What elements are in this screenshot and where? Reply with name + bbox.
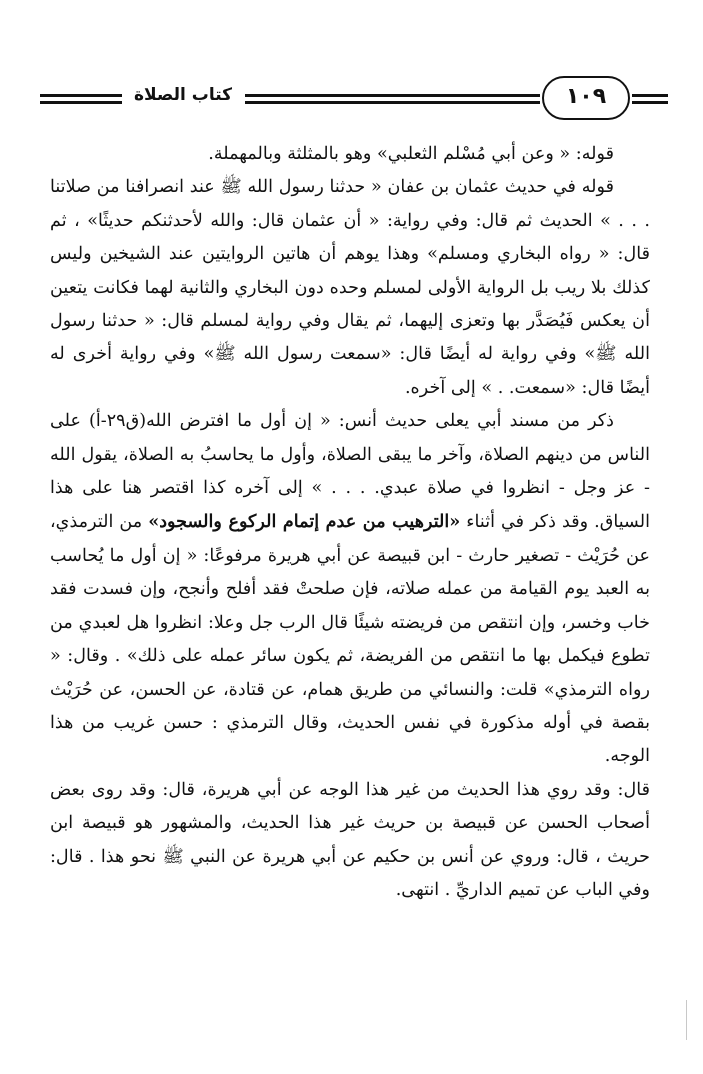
paragraph-text: قال: وقد روي هذا الحديث من غير هذا الوجه عن أبي هريرة، قال: وقد روى بعض أصحاب الحسن عن قبيصة بن حريث غير هذا الحديث، والمشهور هو قبيصة ابن حريث ، قال: وروي عن أنس بن حكيم عن أبي هريرة عن النبي ﷺ نحو هذا . قال: وفي الباب عن تميم الداريِّ . انتهى. bbox=[50, 779, 650, 900]
paragraph-text: قوله في حديث عثمان بن عفان « حدثنا رسول الله ﷺ عند انصرافنا من صلاتنا . . . » الحديث ثم قال: وفي رواية: « أن عثمان قال: والله لأحدثنكم حديثًا» ، ثم قال: « رواه البخاري ومسلم» وهذا يوهم أن هاتين الروايتين عند الشيخين وليس كذلك بلا ريب بل الرواية الأولى لمسلم وحده دون البخاري والثانية لهما فكانت يتعين أن يعكس فَيُصَدَّر بها وتعزى إليهما، ثم يقال وفي رواية لمسلم قال: « حدثنا رسول الله ﷺ» وفي رواية له أيضًا قال: «سمعت رسول الله ﷺ» وفي رواية أخرى له أيضًا قال: «سمعت. . » إلى آخره. bbox=[50, 177, 650, 398]
paragraph bbox=[50, 774, 650, 908]
paragraph bbox=[50, 138, 650, 171]
paragraph-text: من الترمذي، عن حُرَيْث - تصغير حارث - ابن قبيصة عن أبي هريرة مرفوعًا: « إن أول ما يُحاسب به العبد يوم القيامة من عمله صلاته، فإن صلحتْ فقد أفلح وأنجح، وإن فسدت فقد خاب وخسر، وإن انتقص من فريضته شيئًا قال الرب جل وعلا: انظروا هل لعبدي من تطوع فيكمل بها ما انتقص من الفريضة، ثم يكون سائر عمله على ذلك» . وقال: « رواه الترمذي» قلت: والنسائي من طريق همام، عن قتادة، عن الحسن، عن حُرَيْث بقصة في أوله مذكورة في نفس الحديث، وقال الترمذي : حسن غريب من هذا الوجه. bbox=[50, 512, 650, 767]
running-title: كتاب الصلاة bbox=[133, 85, 233, 105]
paragraph bbox=[50, 405, 650, 773]
page-number-frame bbox=[542, 76, 630, 120]
margin-mark bbox=[686, 1000, 689, 1040]
header-rule-left bbox=[40, 94, 122, 104]
paragraph-text: قوله: « وعن أبي مُسْلم الثعلبي» وهو بالمثلثة وبالمهملة. bbox=[208, 144, 614, 164]
paragraph-text: ذكر من مسند أبي يعلى حديث أنس: « إن أول ما افترض الله(ق٢٩-أ) على الناس من دينهم الصلاة، وآخر ما يبقى الصلاة، وأول ما يحاسبُ به الصلاة، يقول الله - عز وجل - انظروا في صلاة عبدي. . . . » إلى آخره كذا اقتصر هنا على هذا السياق. وقد ذكر في أثناء bbox=[50, 411, 650, 533]
header-rule-right bbox=[632, 94, 668, 104]
page-number: ١٠٩ bbox=[565, 84, 607, 109]
page-header bbox=[40, 76, 668, 126]
body-text bbox=[50, 138, 650, 907]
paragraph bbox=[50, 171, 650, 405]
bold-heading-reference: «الترهيب من عدم إتمام الركوع والسجود» bbox=[148, 511, 461, 533]
header-rule-middle bbox=[245, 94, 540, 104]
